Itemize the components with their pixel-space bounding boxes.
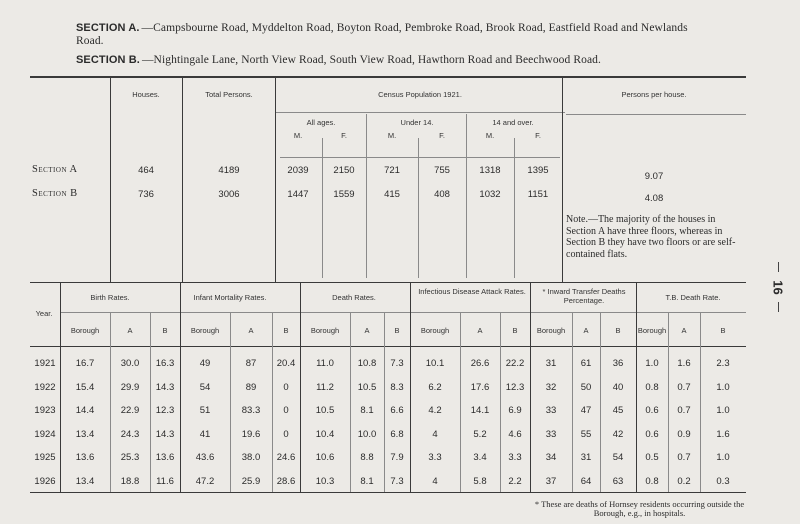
total-persons-header: Total Persons. xyxy=(205,90,253,99)
all-f-header: F. xyxy=(341,131,347,140)
table-cell: 6.6 xyxy=(390,405,404,416)
o14-m-header: M. xyxy=(485,131,495,140)
table-cell: 14.4 xyxy=(75,405,95,416)
table-divider xyxy=(180,282,181,492)
cell: 464 xyxy=(138,165,154,176)
table-cell: 64 xyxy=(580,475,592,487)
table-divider xyxy=(350,312,351,492)
table-cell: 18.8 xyxy=(120,475,140,487)
table-cell: 8.1 xyxy=(360,405,374,416)
table-cell: 0 xyxy=(283,405,289,416)
houses-header: Houses. xyxy=(132,90,160,99)
table-cell: 89 xyxy=(245,381,257,393)
table-cell: 7.9 xyxy=(390,452,404,463)
table-cell: 0.6 xyxy=(645,428,659,440)
section-a-streets: —Campsbourne Road, Myddelton Road, Boyton Road, Pembroke Road, Brook Road, Eastfield Road and Newlands Road. xyxy=(76,22,688,47)
table-cell: 12.3 xyxy=(155,405,175,416)
table-cell: 47 xyxy=(580,405,592,416)
persons-per-house-header: Persons per house. xyxy=(621,90,687,99)
table-divider xyxy=(410,282,411,492)
table-cell: 87 xyxy=(245,358,257,369)
table-cell: 0.5 xyxy=(645,452,659,463)
table-cell: 3.4 xyxy=(473,452,487,463)
table-cell: 14.1 xyxy=(470,405,490,416)
table-cell: 13.6 xyxy=(75,452,95,463)
table-cell: 11.6 xyxy=(156,475,174,487)
cell: 4189 xyxy=(218,165,240,176)
table-cell: 20.4 xyxy=(276,358,296,369)
table-cell: 41 xyxy=(199,428,211,440)
table-cell: 19.6 xyxy=(241,428,261,440)
cell: 755 xyxy=(434,165,450,176)
table-cell: 6.8 xyxy=(390,428,404,440)
cell: 1032 xyxy=(479,189,501,200)
table-cell: 47.2 xyxy=(195,475,215,487)
table-cell: 8.1 xyxy=(360,475,374,487)
table-divider xyxy=(300,282,301,492)
table-cell: 1.0 xyxy=(645,358,659,369)
over-14-header: 14 and over. xyxy=(492,118,534,127)
table-cell: 6.2 xyxy=(428,381,442,393)
subheader-b: B xyxy=(720,326,726,335)
table-cell: 42 xyxy=(612,428,624,440)
page-number-dash xyxy=(778,302,779,312)
table-cell: 22.2 xyxy=(505,358,525,369)
table-cell: 0.9 xyxy=(677,428,691,440)
year-cell: 1924 xyxy=(34,428,56,440)
table-cell: 14.3 xyxy=(155,428,175,440)
table-cell: 6.9 xyxy=(508,405,522,416)
table-cell: 11.2 xyxy=(316,381,334,393)
table-cell: 33 xyxy=(545,405,557,416)
heading-section-a xyxy=(76,22,716,48)
section-a-row-label: Section A xyxy=(32,164,78,175)
subheader-borough: Borough xyxy=(310,326,340,335)
table-cell: 8.3 xyxy=(390,381,404,393)
table-divider xyxy=(636,282,637,492)
table-cell: 11.0 xyxy=(316,358,334,369)
cell: 1151 xyxy=(527,189,549,200)
year-cell: 1926 xyxy=(34,475,56,487)
subheader-a: A xyxy=(127,326,133,335)
table-cell: 22.9 xyxy=(120,405,140,416)
year-cell: 1923 xyxy=(34,405,56,416)
year-cell: 1922 xyxy=(34,381,56,393)
table-cell: 1.0 xyxy=(716,381,730,393)
table-cell: 0 xyxy=(283,381,289,393)
table-cell: 10.8 xyxy=(357,358,377,369)
table-cell: 4.2 xyxy=(428,405,442,416)
page-number-dash xyxy=(778,262,779,272)
subheader-borough: Borough xyxy=(420,326,450,335)
table-divider xyxy=(572,312,573,492)
table-cell: 13.4 xyxy=(75,475,95,487)
subheader-b: B xyxy=(615,326,621,335)
table-divider xyxy=(110,312,111,492)
table-cell: 10.6 xyxy=(315,452,335,463)
subheader-b: B xyxy=(162,326,168,335)
table-cell: 4.6 xyxy=(508,428,522,440)
cell: 736 xyxy=(138,189,154,200)
table-cell: 16.7 xyxy=(75,358,95,369)
table-cell: 28.6 xyxy=(276,475,296,487)
table-cell: 8.8 xyxy=(360,452,374,463)
table-cell: 2.2 xyxy=(508,475,522,487)
table-cell: 5.2 xyxy=(473,428,487,440)
table-cell: 50 xyxy=(580,381,592,393)
footnote: * These are deaths of Hornsey residents occurring outside the Borough, e.g., in hospitals. xyxy=(534,499,745,518)
table-cell: 43.6 xyxy=(195,452,215,463)
cell: 1559 xyxy=(333,189,355,200)
table-cell: 0 xyxy=(283,428,289,440)
table-cell: 10.1 xyxy=(425,358,445,369)
census-header: Census Population 1921. xyxy=(378,90,462,99)
table-cell: 49 xyxy=(199,358,211,369)
o14-f-header: F. xyxy=(535,131,541,140)
cell: 721 xyxy=(384,165,400,176)
table-cell: 10.5 xyxy=(357,381,377,393)
table-cell: 37 xyxy=(545,475,557,487)
subheader-a: A xyxy=(681,326,687,335)
subheader-borough: Borough xyxy=(190,326,220,335)
tb-death-header: T.B. Death Rate. xyxy=(665,293,721,302)
table-cell: 10.0 xyxy=(357,428,377,440)
table-cell: 54 xyxy=(199,381,211,393)
all-ages-header: All ages. xyxy=(306,118,336,127)
table-cell: 0.2 xyxy=(677,475,691,487)
table-cell: 61 xyxy=(580,358,592,369)
table-cell: 0.6 xyxy=(645,405,659,416)
table-divider xyxy=(384,312,385,492)
subheader-b: B xyxy=(512,326,518,335)
table-cell: 36 xyxy=(612,358,624,369)
section-b-row-label: Section B xyxy=(32,188,78,199)
section-a-label: SECTION A. xyxy=(76,22,140,34)
table-cell: 13.4 xyxy=(75,428,95,440)
heading-section-b xyxy=(76,54,736,67)
table-cell: 3.3 xyxy=(428,452,442,463)
table-cell: 14.3 xyxy=(155,381,175,393)
table-cell: 0.7 xyxy=(677,405,691,416)
table-cell: 7.3 xyxy=(390,358,404,369)
table-cell: 25.9 xyxy=(241,475,261,487)
table-cell: 1.6 xyxy=(716,428,730,440)
table-cell: 63 xyxy=(612,475,624,487)
year-header: Year. xyxy=(35,309,53,318)
subheader-a: A xyxy=(248,326,254,335)
cell: 1395 xyxy=(527,165,549,176)
table-divider xyxy=(668,312,669,492)
subheader-b: B xyxy=(394,326,400,335)
year-cell: 1921 xyxy=(34,358,56,369)
table-cell: 32 xyxy=(545,381,557,393)
table-cell: 30.0 xyxy=(120,358,140,369)
table-cell: 15.4 xyxy=(75,381,95,393)
u14-m-header: M. xyxy=(387,131,397,140)
housing-note: Note.—The majority of the houses in Section A have three floors, whereas in Section B they have two floors or are self-contained flats. xyxy=(566,214,736,260)
table-cell: 45 xyxy=(612,405,624,416)
table-cell: 4 xyxy=(432,475,438,487)
all-m-header: M. xyxy=(293,131,303,140)
subheader-borough: Borough xyxy=(637,326,667,335)
u14-f-header: F. xyxy=(439,131,445,140)
table-cell: 12.3 xyxy=(505,381,525,393)
cell: 2039 xyxy=(287,165,309,176)
table-cell: 54 xyxy=(612,452,624,463)
table-divider xyxy=(700,312,701,492)
birth-rates-header: Birth Rates. xyxy=(90,293,130,302)
table-cell: 7.3 xyxy=(390,475,404,487)
table-cell: 40 xyxy=(612,381,624,393)
section-b-streets: —Nightingale Lane, North View Road, South View Road, Hawthorn Road and Beechwood Road. xyxy=(141,54,602,66)
table-cell: 31 xyxy=(580,452,592,463)
table-cell: 1.0 xyxy=(716,405,730,416)
table-divider xyxy=(530,282,531,492)
cell: 408 xyxy=(434,189,450,200)
table-cell: 1.6 xyxy=(677,358,691,369)
table-cell: 5.8 xyxy=(473,475,487,487)
cell: 2150 xyxy=(333,165,355,176)
table-cell: 0.7 xyxy=(677,452,691,463)
inward-transfer-header: * Inward Transfer Deaths Percentage. xyxy=(542,287,626,305)
infant-mortality-header: Infant Mortality Rates. xyxy=(193,293,267,302)
infectious-header: Infectious Disease Attack Rates. xyxy=(418,287,526,296)
table-divider xyxy=(500,312,501,492)
subheader-a: A xyxy=(583,326,589,335)
table-cell: 25.3 xyxy=(120,452,140,463)
table-cell: 24.6 xyxy=(276,452,296,463)
table-divider xyxy=(272,312,273,492)
table-cell: 13.6 xyxy=(155,452,175,463)
death-rates-header: Death Rates. xyxy=(332,293,376,302)
cell: 1447 xyxy=(287,189,309,200)
year-cell: 1925 xyxy=(34,452,56,463)
subheader-borough: Borough xyxy=(536,326,566,335)
table-cell: 10.3 xyxy=(315,475,335,487)
table-cell: 26.6 xyxy=(470,358,490,369)
table-cell: 1.0 xyxy=(716,452,730,463)
cell: 1318 xyxy=(479,165,501,176)
table-cell: 31 xyxy=(545,358,557,369)
page-number: 16 xyxy=(770,280,786,295)
table-divider xyxy=(150,312,151,492)
table-divider xyxy=(460,312,461,492)
cell: 9.07 xyxy=(644,171,664,182)
table-divider xyxy=(230,312,231,492)
table-cell: 16.3 xyxy=(155,358,175,369)
table-cell: 0.7 xyxy=(677,381,691,393)
table-cell: 4 xyxy=(432,428,438,440)
table-cell: 17.6 xyxy=(470,381,490,393)
table-cell: 2.3 xyxy=(716,358,730,369)
table-cell: 10.5 xyxy=(315,405,335,416)
subheader-borough: Borough xyxy=(70,326,100,335)
cell: 4.08 xyxy=(644,193,664,204)
table-cell: 0.8 xyxy=(645,381,659,393)
subheader-b: B xyxy=(283,326,289,335)
cell: 3006 xyxy=(218,189,240,200)
table-cell: 10.4 xyxy=(315,428,335,440)
section-b-label: SECTION B. xyxy=(76,54,140,66)
table-divider xyxy=(600,312,601,492)
cell: 415 xyxy=(384,189,400,200)
subheader-a: A xyxy=(364,326,370,335)
table-cell: 38.0 xyxy=(241,452,261,463)
table-cell: 83.3 xyxy=(241,405,261,416)
table-cell: 24.3 xyxy=(120,428,140,440)
table-cell: 29.9 xyxy=(120,381,140,393)
table-cell: 34 xyxy=(545,452,557,463)
table-divider xyxy=(60,282,61,492)
table-cell: 51 xyxy=(199,405,211,416)
table-cell: 0.8 xyxy=(645,475,659,487)
table-cell: 33 xyxy=(545,428,557,440)
under-14-header: Under 14. xyxy=(400,118,434,127)
table-cell: 3.3 xyxy=(508,452,522,463)
table-cell: 55 xyxy=(580,428,592,440)
table-cell: 0.3 xyxy=(716,475,730,487)
subheader-a: A xyxy=(477,326,483,335)
